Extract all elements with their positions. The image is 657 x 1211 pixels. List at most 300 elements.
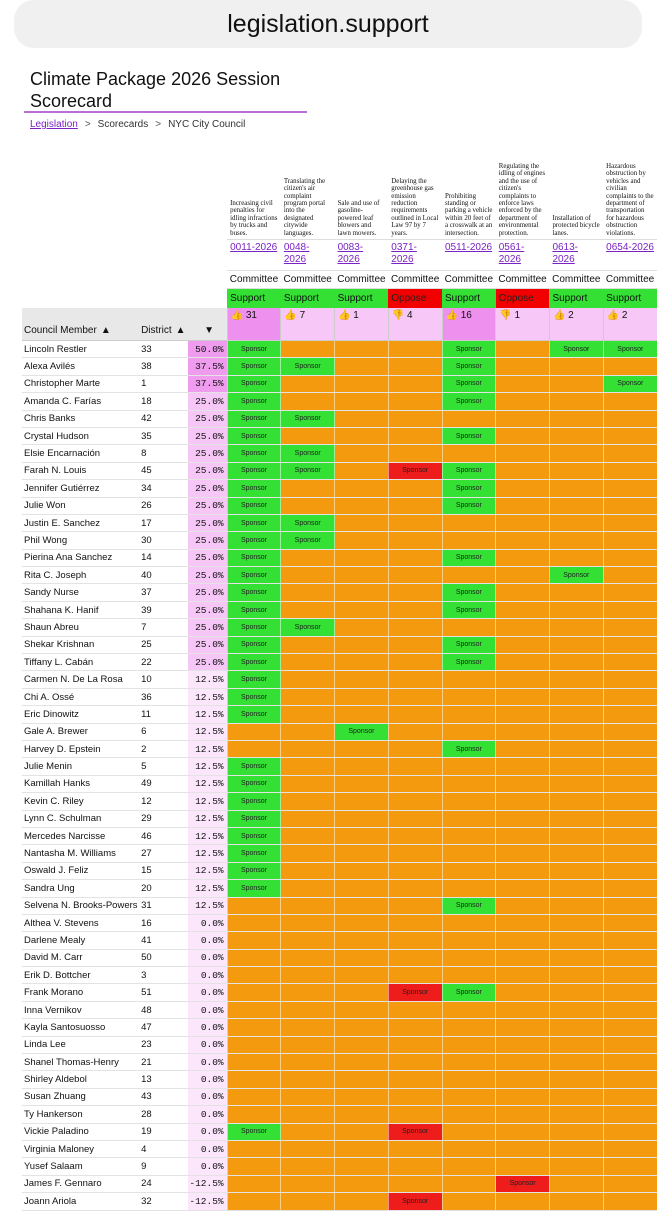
bill-link[interactable]: 0048-2026 — [283, 242, 310, 265]
bill-cell — [603, 1158, 657, 1175]
bill-cell — [281, 375, 335, 392]
member-name[interactable]: Justin E. Sanchez — [22, 514, 139, 531]
sort-ascending-icon[interactable]: ▲ — [100, 325, 111, 336]
bill-cell — [496, 723, 550, 740]
member-name[interactable]: Eric Dinowitz — [22, 706, 139, 723]
bill-cell — [281, 914, 335, 931]
member-score: 25.0% — [188, 654, 227, 671]
member-score: 0.0% — [188, 949, 227, 966]
page-title: Climate Package 2026 Session Scorecard — [30, 69, 281, 111]
bill-cell — [227, 967, 281, 984]
bill-cell — [388, 967, 442, 984]
title-underline — [24, 111, 307, 113]
bill-cell — [549, 845, 603, 862]
bill-cell — [281, 845, 335, 862]
bill-cell — [335, 688, 389, 705]
member-score: 12.5% — [188, 758, 227, 775]
member-name[interactable]: Christopher Marte — [22, 375, 139, 392]
sort-ascending-icon[interactable]: ▲ — [175, 325, 186, 336]
member-name[interactable]: David M. Carr — [22, 949, 139, 966]
breadcrumb-separator: > — [84, 119, 91, 130]
breadcrumb-link-legislation[interactable]: Legislation — [30, 119, 78, 130]
vote-count: 👍 1 — [335, 308, 389, 341]
member-name[interactable]: Pierina Ana Sanchez — [22, 549, 139, 566]
bill-cell — [335, 1088, 389, 1105]
bill-cell — [388, 514, 442, 531]
member-score: 25.0% — [188, 619, 227, 636]
member-score: 25.0% — [188, 410, 227, 427]
bill-cell — [388, 567, 442, 584]
member-name[interactable]: Tiffany L. Cabán — [22, 654, 139, 671]
member-name[interactable]: Farah N. Louis — [22, 462, 139, 479]
position-badge: Oppose — [388, 289, 442, 309]
member-name[interactable]: Yusef Salaam — [22, 1158, 139, 1175]
member-name[interactable]: Erik D. Bottcher — [22, 967, 139, 984]
member-name[interactable]: Darlene Mealy — [22, 932, 139, 949]
bill-cell — [496, 1054, 550, 1071]
bill-cell — [227, 897, 281, 914]
sponsor-cell: Sponsor — [227, 514, 281, 531]
bill-cell — [281, 654, 335, 671]
bill-link[interactable]: 0613-2026 — [552, 242, 579, 265]
sponsor-cell: Sponsor — [227, 845, 281, 862]
bill-cell — [335, 862, 389, 879]
member-score: 12.5% — [188, 706, 227, 723]
bill-cell — [603, 932, 657, 949]
bill-cell — [603, 1123, 657, 1140]
vote-count: 👍 2 — [603, 308, 657, 341]
member-name[interactable]: Ty Hankerson — [22, 1106, 139, 1123]
member-name[interactable]: Oswald J. Feliz — [22, 862, 139, 879]
bill-id-cell — [227, 240, 281, 271]
bill-cell — [496, 740, 550, 757]
bill-cell — [388, 497, 442, 514]
sponsor-cell: Sponsor — [227, 410, 281, 427]
table-row — [22, 1071, 657, 1088]
member-district: 19 — [139, 1123, 188, 1140]
bill-cell — [335, 758, 389, 775]
member-name[interactable]: Linda Lee — [22, 1036, 139, 1053]
member-name[interactable]: Chris Banks — [22, 410, 139, 427]
committee-status: Committee — [335, 271, 389, 289]
bill-cell — [281, 427, 335, 444]
bill-cell — [603, 758, 657, 775]
sponsor-cell: Sponsor — [227, 584, 281, 601]
table-row — [22, 619, 657, 636]
member-name[interactable]: Lincoln Restler — [22, 341, 139, 358]
table-row — [22, 497, 657, 514]
position-badge: Oppose — [496, 289, 550, 309]
bill-cell — [442, 810, 496, 827]
bill-cell — [281, 880, 335, 897]
bill-cell — [549, 410, 603, 427]
committee-status: Committee — [496, 271, 550, 289]
member-name[interactable]: Lynn C. Schulman — [22, 810, 139, 827]
member-score: 25.0% — [188, 584, 227, 601]
bill-cell — [335, 967, 389, 984]
table-row — [22, 601, 657, 618]
member-score: 37.5% — [188, 358, 227, 375]
sponsor-cell: Sponsor — [281, 410, 335, 427]
bill-cell — [388, 1088, 442, 1105]
member-name[interactable]: Kevin C. Riley — [22, 793, 139, 810]
bill-cell — [549, 532, 603, 549]
bill-cell — [496, 1088, 550, 1105]
bill-cell — [227, 949, 281, 966]
sponsor-cell: Sponsor — [227, 601, 281, 618]
bill-cell — [603, 636, 657, 653]
member-score: 12.5% — [188, 723, 227, 740]
member-district: 8 — [139, 445, 188, 462]
bill-cell — [442, 567, 496, 584]
table-row — [22, 1175, 657, 1192]
member-district: 46 — [139, 827, 188, 844]
bill-cell — [603, 723, 657, 740]
dropdown-icon[interactable]: ▼ — [204, 325, 215, 336]
member-name[interactable]: Mercedes Narcisse — [22, 827, 139, 844]
member-district: 21 — [139, 1054, 188, 1071]
bill-cell — [496, 358, 550, 375]
member-score: 12.5% — [188, 671, 227, 688]
member-name[interactable]: Kayla Santosuosso — [22, 1019, 139, 1036]
bill-cell — [549, 654, 603, 671]
member-score: 12.5% — [188, 880, 227, 897]
table-row — [22, 949, 657, 966]
sponsor-cell: Sponsor — [227, 654, 281, 671]
bill-cell — [549, 462, 603, 479]
member-district: 4 — [139, 1140, 188, 1157]
bill-cell — [388, 1158, 442, 1175]
bill-cell — [442, 1123, 496, 1140]
member-district: 5 — [139, 758, 188, 775]
sponsor-cell: Sponsor — [281, 514, 335, 531]
member-district: 10 — [139, 671, 188, 688]
bill-cell — [549, 984, 603, 1001]
table-row — [22, 654, 657, 671]
bill-cell — [603, 1193, 657, 1210]
position-badge: Support — [549, 289, 603, 309]
member-district: 42 — [139, 410, 188, 427]
member-score: 0.0% — [188, 1088, 227, 1105]
bill-cell — [335, 1193, 389, 1210]
member-district: 35 — [139, 427, 188, 444]
bill-cell — [388, 619, 442, 636]
member-name[interactable]: Kamillah Hanks — [22, 775, 139, 792]
bill-cell — [281, 601, 335, 618]
bill-cell — [603, 862, 657, 879]
bill-link[interactable]: 0561-2026 — [498, 242, 525, 265]
member-name[interactable]: Crystal Hudson — [22, 427, 139, 444]
committee-status: Committee — [281, 271, 335, 289]
bill-cell — [335, 1140, 389, 1157]
sponsor-cell: Sponsor — [388, 984, 442, 1001]
table-row — [22, 584, 657, 601]
member-district: 18 — [139, 393, 188, 410]
bill-cell — [442, 949, 496, 966]
sponsor-cell: Sponsor — [227, 793, 281, 810]
bill-cell — [549, 1193, 603, 1210]
bill-cell — [335, 1001, 389, 1018]
member-name[interactable]: Frank Morano — [22, 984, 139, 1001]
bill-cell — [335, 549, 389, 566]
bill-cell — [603, 827, 657, 844]
bill-cell — [442, 932, 496, 949]
member-name[interactable]: Shirley Aldebol — [22, 1071, 139, 1088]
bill-cell — [388, 775, 442, 792]
member-name[interactable]: Harvey D. Epstein — [22, 740, 139, 757]
bill-cell — [549, 1036, 603, 1053]
member-district: 36 — [139, 688, 188, 705]
bill-cell — [388, 427, 442, 444]
member-name[interactable]: Phil Wong — [22, 532, 139, 549]
bill-cell — [603, 1088, 657, 1105]
bill-cell — [442, 723, 496, 740]
sponsor-cell: Sponsor — [442, 462, 496, 479]
bill-cell — [442, 1193, 496, 1210]
bill-cell — [335, 601, 389, 618]
table-row — [22, 897, 657, 914]
table-row — [22, 793, 657, 810]
sponsor-cell: Sponsor — [227, 393, 281, 410]
column-header-member[interactable] — [22, 308, 139, 341]
member-name[interactable]: James F. Gennaro — [22, 1175, 139, 1192]
member-name[interactable]: Althea V. Stevens — [22, 914, 139, 931]
bill-cell — [496, 1001, 550, 1018]
member-name[interactable]: Rita C. Joseph — [22, 567, 139, 584]
breadcrumb — [30, 119, 245, 130]
bill-link[interactable]: 0083-2026 — [337, 242, 364, 265]
bill-cell — [335, 671, 389, 688]
member-name[interactable]: Vickie Paladino — [22, 1123, 139, 1140]
breadcrumb-item-scorecards: Scorecards — [97, 119, 149, 130]
member-name[interactable]: Julie Won — [22, 497, 139, 514]
bill-link[interactable]: 0654-2026 — [606, 242, 654, 253]
blank-cell — [139, 240, 188, 271]
column-header-district[interactable] — [139, 308, 188, 341]
bill-cell — [335, 1123, 389, 1140]
table-row — [22, 827, 657, 844]
bill-cell — [442, 1140, 496, 1157]
bill-cell — [442, 793, 496, 810]
member-district: 28 — [139, 1106, 188, 1123]
blank-cell — [22, 271, 139, 289]
sponsor-cell: Sponsor — [442, 497, 496, 514]
bill-cell — [603, 462, 657, 479]
bill-cell — [281, 967, 335, 984]
sponsor-cell: Sponsor — [227, 758, 281, 775]
bill-cell — [549, 740, 603, 757]
member-name[interactable]: Elsie Encarnación — [22, 445, 139, 462]
sponsor-cell: Sponsor — [388, 462, 442, 479]
bill-cell — [388, 410, 442, 427]
bill-cell — [496, 619, 550, 636]
bill-cell — [603, 445, 657, 462]
bill-cell — [281, 671, 335, 688]
bill-cell — [335, 706, 389, 723]
member-name[interactable]: Sandra Ung — [22, 880, 139, 897]
member-name[interactable]: Gale A. Brewer — [22, 723, 139, 740]
member-score: 25.0% — [188, 462, 227, 479]
bill-cell — [227, 1001, 281, 1018]
bill-cell — [603, 914, 657, 931]
table-row — [22, 1193, 657, 1210]
bill-cell — [442, 514, 496, 531]
bill-cell — [603, 1054, 657, 1071]
bill-cell — [281, 740, 335, 757]
bill-cell — [549, 514, 603, 531]
table-row — [22, 706, 657, 723]
table-row — [22, 636, 657, 653]
bill-cell — [388, 706, 442, 723]
bill-cell — [227, 932, 281, 949]
bill-cell — [496, 654, 550, 671]
member-name[interactable]: Shaun Abreu — [22, 619, 139, 636]
member-district: 26 — [139, 497, 188, 514]
table-row — [22, 549, 657, 566]
bill-cell — [442, 914, 496, 931]
member-name[interactable]: Virginia Maloney — [22, 1140, 139, 1157]
table-row — [22, 932, 657, 949]
table-row — [22, 410, 657, 427]
table-row — [22, 845, 657, 862]
bill-cell — [496, 862, 550, 879]
member-district: 48 — [139, 1001, 188, 1018]
bill-cell — [496, 375, 550, 392]
bill-cell — [281, 497, 335, 514]
bill-cell — [496, 827, 550, 844]
sponsor-cell: Sponsor — [549, 341, 603, 358]
bill-cell — [388, 584, 442, 601]
member-district: 20 — [139, 880, 188, 897]
sponsor-cell: Sponsor — [442, 549, 496, 566]
bill-cell — [281, 862, 335, 879]
member-name[interactable]: Chi A. Ossé — [22, 688, 139, 705]
member-district: 33 — [139, 341, 188, 358]
member-name[interactable]: Joann Ariola — [22, 1193, 139, 1210]
member-name[interactable]: Shanel Thomas-Henry — [22, 1054, 139, 1071]
member-name[interactable]: Alexa Avilés — [22, 358, 139, 375]
sponsor-cell: Sponsor — [227, 549, 281, 566]
bill-cell — [603, 880, 657, 897]
member-name[interactable]: Shahana K. Hanif — [22, 601, 139, 618]
member-district: 6 — [139, 723, 188, 740]
bill-cell — [388, 758, 442, 775]
member-district: 14 — [139, 549, 188, 566]
bill-cell — [442, 688, 496, 705]
member-name[interactable]: Carmen N. De La Rosa — [22, 671, 139, 688]
table-row — [22, 810, 657, 827]
bill-cell — [549, 967, 603, 984]
sponsor-cell: Sponsor — [227, 810, 281, 827]
member-score: 25.0% — [188, 549, 227, 566]
committee-status: Committee — [388, 271, 442, 289]
member-name[interactable]: Sandy Nurse — [22, 584, 139, 601]
bill-cell — [388, 932, 442, 949]
bill-link[interactable]: 0011-2026 — [230, 242, 278, 253]
member-name[interactable]: Julie Menin — [22, 758, 139, 775]
bill-cell — [496, 949, 550, 966]
bill-cell — [335, 514, 389, 531]
column-header-score[interactable] — [188, 308, 227, 341]
table-row — [22, 1054, 657, 1071]
bill-cell — [442, 410, 496, 427]
member-district: 13 — [139, 1071, 188, 1088]
member-score: 12.5% — [188, 740, 227, 757]
member-name[interactable]: Inna Vernikov — [22, 1001, 139, 1018]
bill-cell — [496, 462, 550, 479]
bill-cell — [388, 1140, 442, 1157]
bill-cell — [281, 775, 335, 792]
bill-cell — [603, 619, 657, 636]
bill-cell — [549, 862, 603, 879]
bill-cell — [388, 393, 442, 410]
member-name[interactable]: Jennifer Gutiérrez — [22, 480, 139, 497]
bill-cell — [335, 1019, 389, 1036]
bill-link[interactable]: 0511-2026 — [445, 242, 493, 253]
member-district: 16 — [139, 914, 188, 931]
table-row — [22, 671, 657, 688]
member-name[interactable]: Susan Zhuang — [22, 1088, 139, 1105]
blank-cell — [139, 289, 188, 309]
table-row — [22, 723, 657, 740]
sponsor-cell: Sponsor — [227, 341, 281, 358]
bill-cell — [549, 427, 603, 444]
bill-cell — [281, 1175, 335, 1192]
bill-cell — [496, 497, 550, 514]
bill-cell — [549, 775, 603, 792]
member-score: 25.0% — [188, 393, 227, 410]
member-district: 47 — [139, 1019, 188, 1036]
bill-cell — [281, 723, 335, 740]
member-score: 12.5% — [188, 688, 227, 705]
table-row — [22, 984, 657, 1001]
bill-cell — [388, 601, 442, 618]
bill-cell — [281, 1088, 335, 1105]
bill-cell — [335, 1158, 389, 1175]
bill-cell — [549, 497, 603, 514]
member-district: 45 — [139, 462, 188, 479]
bill-cell — [388, 740, 442, 757]
bill-link[interactable]: 0371-2026 — [391, 242, 417, 265]
member-score: 12.5% — [188, 775, 227, 792]
bill-cell — [496, 1123, 550, 1140]
member-score: -12.5% — [188, 1175, 227, 1192]
member-name[interactable]: Nantasha M. Williams — [22, 845, 139, 862]
bill-id-cell — [281, 240, 335, 271]
vote-count: 👎 4 — [388, 308, 442, 341]
member-name[interactable]: Selvena N. Brooks-Powers — [22, 897, 139, 914]
bill-cell — [335, 462, 389, 479]
bill-cell — [388, 654, 442, 671]
bill-id-cell — [549, 240, 603, 271]
bill-cell — [388, 358, 442, 375]
bill-cell — [335, 427, 389, 444]
bill-cell — [549, 758, 603, 775]
bill-cell — [281, 549, 335, 566]
bill-cell — [335, 1054, 389, 1071]
bill-cell — [227, 723, 281, 740]
bill-cell — [388, 341, 442, 358]
member-score: 25.0% — [188, 445, 227, 462]
bill-cell — [227, 1158, 281, 1175]
bill-cell — [603, 410, 657, 427]
address-bar[interactable] — [14, 0, 642, 48]
bill-cell — [388, 862, 442, 879]
bill-cell — [335, 810, 389, 827]
bill-cell — [549, 897, 603, 914]
member-name[interactable]: Shekar Krishnan — [22, 636, 139, 653]
member-name[interactable]: Amanda C. Farías — [22, 393, 139, 410]
